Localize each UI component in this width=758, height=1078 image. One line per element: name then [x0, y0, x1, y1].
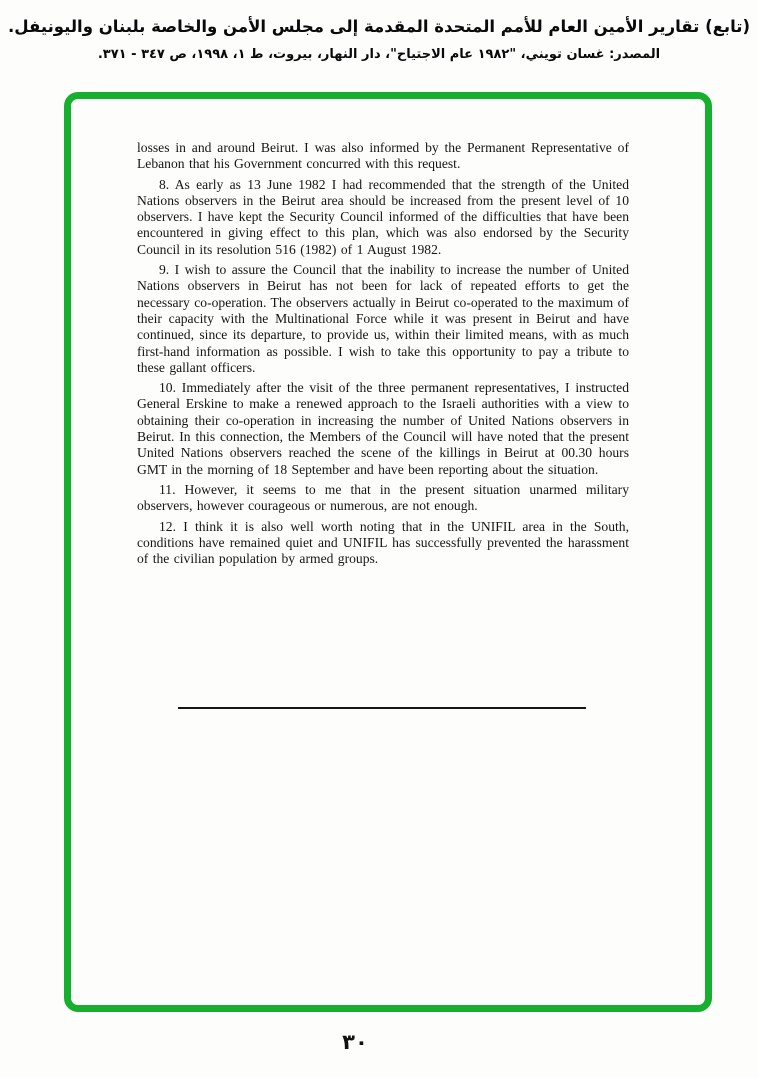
header-title-arabic: (تابع) تقارير الأمين العام للأمم المتحدة المقدمة إلى مجلس الأمن والخاصة بلبنان واليونيفل. — [7, 17, 751, 36]
page-number-arabic: ٣٠ — [342, 1030, 368, 1054]
paragraph-9: 9. I wish to assure the Council that the inability to increase the number of United Nations observers in Beirut has not been for lack of repeated efforts to get the necessary co-operation. The observers actually in Beirut co-operated to the maximum of their capacity with the Multinational Force while it was present in Beirut and have continued, since its departure, to provide us, within their limited means, with as much first-hand information as possible. I wish to take this opportunity to pay a tribute to these gallant officers. — [137, 262, 629, 375]
header-source-citation-arabic: المصدر: غسان تويني، "١٩٨٢ عام الاجتياح"، دار النهار، بيروت، ط ١، ١٩٩٨، ص ٣٤٧ - ٣٧١. — [97, 47, 661, 62]
paragraph-continuation: losses in and around Beirut. I was also informed by the Permanent Representative of Lebanon that his Government concurred with this request. — [137, 140, 629, 172]
paragraph-10: 10. Immediately after the visit of the three permanent representatives, I instructed General Erskine to make a renewed approach to the Israeli authorities with a view to obtaining their co-operation in increasing the number of United Nations observers in Beirut. In this connection, the Members of the Council will have noted that the present United Nations observers reached the scene of the killings in Beirut at 00.30 hours GMT in the morning of 18 September and have been reporting about the situation. — [137, 380, 629, 477]
arabic-header — [0, 12, 758, 68]
paragraph-12: 12. I think it is also well worth noting that in the UNIFIL area in the South, conditions have remained quiet and UNIFIL has successfully prevented the harassment of the civilian population by armed groups. — [137, 518, 629, 567]
paragraph-8: 8. As early as 13 June 1982 I had recommended that the strength of the United Nations observers in the Beirut area should be increased from the present level of 10 observers. I have kept the Security Council informed of the difficulties that have been encountered in giving effect to this plan, which was also endorsed by the Security Council in its resolution 516 (1982) of 1 August 1982. — [137, 176, 629, 257]
paragraph-11: 11. However, it seems to me that in the present situation unarmed military observers, however courageous or numerous, are not enough. — [137, 481, 629, 514]
horizontal-divider-line — [178, 707, 586, 709]
document-body — [137, 140, 629, 571]
